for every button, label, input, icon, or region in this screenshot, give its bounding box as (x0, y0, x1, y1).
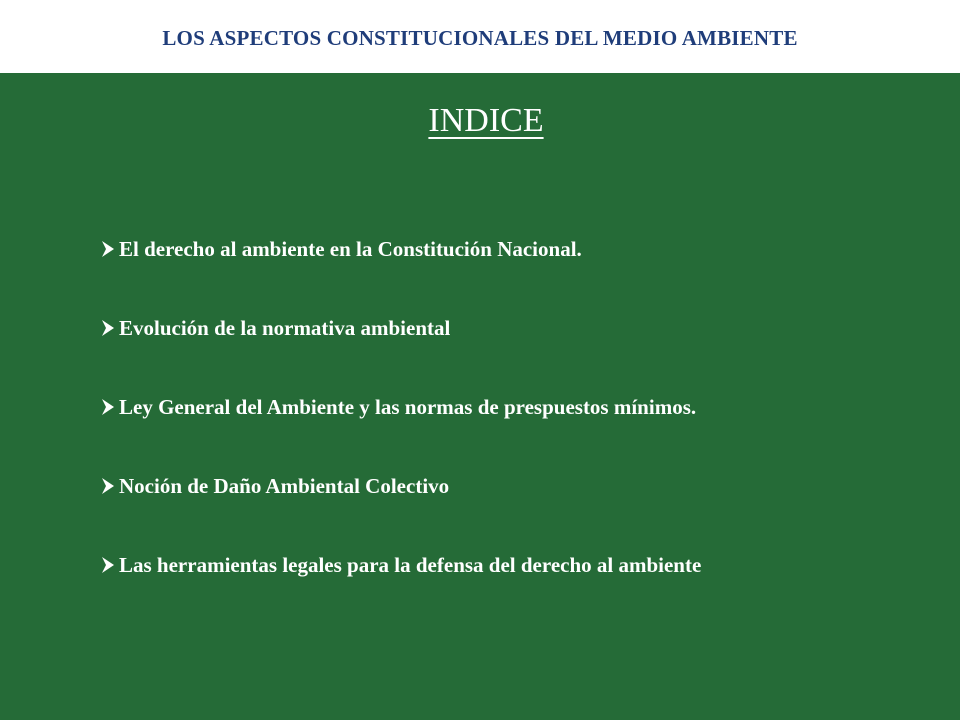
index-item-label: Evolución de la normativa ambiental (119, 315, 451, 340)
arrow-bullet-icon (100, 554, 118, 576)
header-bar (0, 0, 960, 73)
page-title: LOS ASPECTOS CONSTITUCIONALES DEL MEDIO AMBIENTE (162, 26, 798, 50)
arrow-bullet-icon (100, 475, 118, 497)
arrow-bullet-icon (100, 238, 118, 260)
index-item-label: Ley General del Ambiente y las normas de prespuestos mínimos. (119, 394, 697, 419)
index-item (100, 311, 701, 345)
index-item-label: Noción de Daño Ambiental Colectivo (119, 473, 450, 498)
index-item (100, 469, 701, 503)
arrow-bullet-icon (100, 317, 118, 339)
index-title: INDICE (428, 102, 544, 139)
index-item (100, 548, 701, 582)
index-item-label: El derecho al ambiente en la Constitución Nacional. (119, 236, 582, 261)
index-item (100, 232, 701, 266)
index-list (100, 232, 701, 582)
index-item-label: Las herramientas legales para la defensa del derecho al ambiente (119, 552, 702, 577)
arrow-bullet-icon (100, 396, 118, 418)
index-item (100, 390, 701, 424)
